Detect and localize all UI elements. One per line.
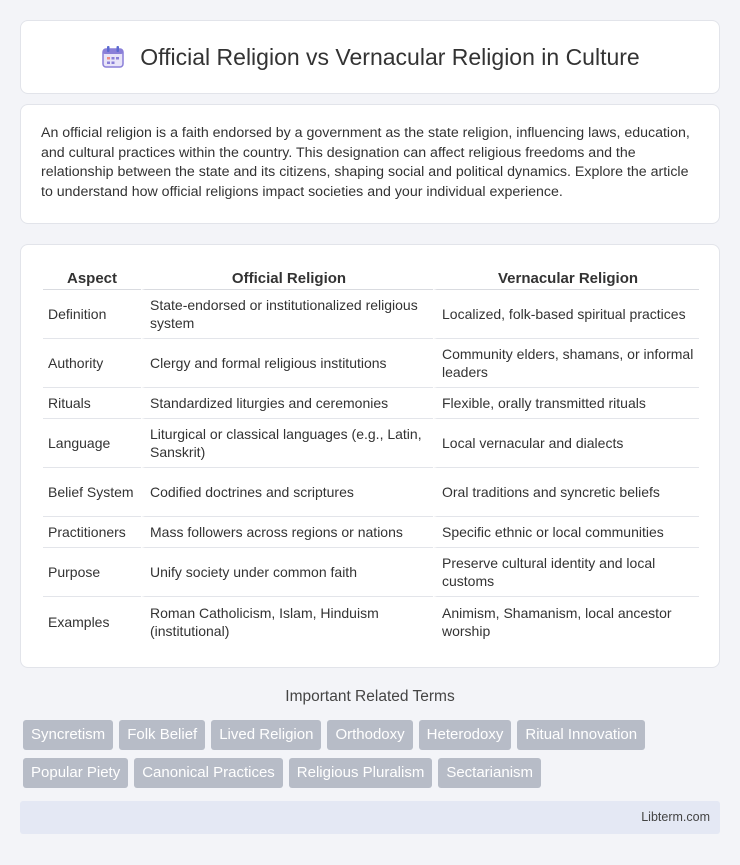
table-row bbox=[43, 388, 699, 419]
footer bbox=[20, 801, 720, 834]
tag-sectarianism[interactable]: Sectarianism bbox=[438, 758, 541, 788]
tag-row bbox=[23, 720, 723, 750]
cell-vernacular: Preserve cultural identity and local customs bbox=[433, 548, 699, 597]
cell-aspect: Language bbox=[43, 419, 141, 468]
tag-folk-belief[interactable]: Folk Belief bbox=[119, 720, 205, 750]
cell-aspect: Definition bbox=[43, 290, 141, 339]
table-row bbox=[43, 597, 699, 646]
cell-vernacular: Localized, folk-based spiritual practices bbox=[433, 290, 699, 339]
cell-vernacular: Animism, Shamanism, local ancestor worship bbox=[433, 597, 699, 646]
page-title: Official Religion vs Vernacular Religion in Culture bbox=[140, 43, 640, 70]
cell-vernacular: Local vernacular and dialects bbox=[433, 419, 699, 468]
tag-heterodoxy[interactable]: Heterodoxy bbox=[419, 720, 512, 750]
related-terms bbox=[23, 720, 723, 796]
cell-vernacular: Flexible, orally transmitted rituals bbox=[433, 388, 699, 419]
tag-canonical-practices[interactable]: Canonical Practices bbox=[134, 758, 283, 788]
header-aspect: Aspect bbox=[43, 263, 141, 290]
tag-religious-pluralism[interactable]: Religious Pluralism bbox=[289, 758, 433, 788]
cell-vernacular: Community elders, shamans, or informal leaders bbox=[433, 339, 699, 388]
cell-aspect: Authority bbox=[43, 339, 141, 388]
table-row bbox=[43, 517, 699, 548]
cell-aspect: Purpose bbox=[43, 548, 141, 597]
table-row bbox=[43, 339, 699, 388]
tag-row bbox=[23, 758, 723, 788]
table-row bbox=[43, 468, 699, 517]
intro-text: An official religion is a faith endorsed by a government as the state religion, influencing laws, education, and cultural practices within the country. This designation can affect religious freedoms and the relationship between the state and its citizens, shaping social and political dynamics. Explore the article to understand how official religions impact societies and your individual experience. bbox=[41, 125, 690, 200]
tag-syncretism[interactable]: Syncretism bbox=[23, 720, 113, 750]
tag-lived-religion[interactable]: Lived Religion bbox=[211, 720, 321, 750]
related-terms-title: Important Related Terms bbox=[285, 688, 455, 705]
cell-official: Roman Catholicism, Islam, Hinduism (institutional) bbox=[141, 597, 433, 646]
tag-orthodoxy[interactable]: Orthodoxy bbox=[327, 720, 412, 750]
cell-official: Clergy and formal religious institutions bbox=[141, 339, 433, 388]
cell-official: State-endorsed or institutionalized religious system bbox=[141, 290, 433, 339]
cell-official: Mass followers across regions or nations bbox=[141, 517, 433, 548]
cell-official: Codified doctrines and scriptures bbox=[141, 468, 433, 517]
cell-official: Liturgical or classical languages (e.g., Latin, Sanskrit) bbox=[141, 419, 433, 468]
table-row bbox=[43, 419, 699, 468]
footer-link[interactable]: Libterm.com bbox=[641, 810, 710, 824]
cell-aspect: Rituals bbox=[43, 388, 141, 419]
cell-aspect: Belief System bbox=[43, 468, 141, 517]
cell-aspect: Examples bbox=[48, 613, 110, 630]
calendar-icon bbox=[100, 44, 126, 70]
cell-aspect: Practitioners bbox=[43, 517, 141, 548]
intro-card bbox=[20, 104, 720, 224]
cell-vernacular: Oral traditions and syncretic beliefs bbox=[433, 468, 699, 517]
header-official: Official Religion bbox=[141, 263, 433, 290]
table-row bbox=[43, 290, 699, 339]
table-header-row bbox=[43, 263, 699, 290]
cell-official: Standardized liturgies and ceremonies bbox=[141, 388, 433, 419]
tag-popular-piety[interactable]: Popular Piety bbox=[23, 758, 128, 788]
table-row bbox=[43, 548, 699, 597]
comparison-table bbox=[43, 263, 699, 646]
cell-official: Unify society under common faith bbox=[141, 548, 433, 597]
header-vernacular: Vernacular Religion bbox=[433, 263, 699, 290]
tag-ritual-innovation[interactable]: Ritual Innovation bbox=[517, 720, 645, 750]
cell-vernacular: Specific ethnic or local communities bbox=[433, 517, 699, 548]
comparison-table-card bbox=[20, 244, 720, 668]
header-card bbox=[20, 20, 720, 94]
